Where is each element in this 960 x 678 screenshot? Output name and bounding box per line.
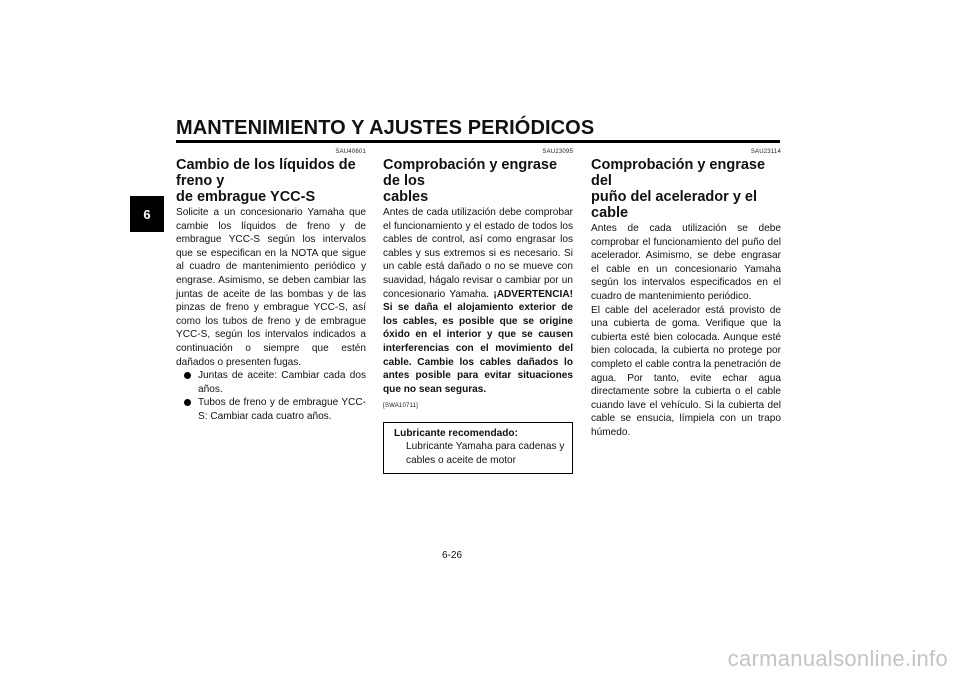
- warning-code: [SWA10711]: [383, 403, 419, 410]
- section-throttle-grip: [591, 148, 781, 440]
- bullet-icon: [184, 399, 191, 406]
- section-code: SAU23114: [750, 149, 781, 155]
- heading-line: de embrague YCC-S: [176, 189, 316, 205]
- list-item: [176, 396, 366, 423]
- section-paragraph: Solicite a un concesionario Yamaha que cambie los líquidos de freno y de embrague YCC-S según los intervalos que se especifican en la NOTA que sigue al cuadro de mantenimiento periódico y engrase. Asimismo, se deben cambiar las juntas de aceite de las bombas y de las pinzas de freno y embrague YCC-S, así como los tubos de freno y de embrague YCC-S, según los intervalos indicados a continuación o siempre que estén dañados o presenten fugas.: [176, 207, 366, 368]
- watermark: carmanualsonline.info: [727, 646, 948, 671]
- lubricant-title: Lubricante recomendado:: [394, 428, 518, 440]
- heading-line: cables: [383, 189, 429, 205]
- section-heading: [591, 157, 781, 221]
- list-item-text: Juntas de aceite: Cambiar cada dos años.: [198, 370, 366, 395]
- section-code: SAU23095: [542, 149, 573, 155]
- list-item-text: Tubos de freno y de embrague YCC-S: Cambiar cada cuatro años.: [198, 397, 366, 422]
- list-item: [176, 369, 366, 396]
- section-code: SAU40601: [335, 149, 366, 155]
- recommended-lubricant-box: [383, 422, 573, 474]
- section-cables: [383, 148, 573, 474]
- section-paragraph: Antes de cada utilización se debe comprobar el funcionamiento del puño del acelerador. Asimismo, se debe engrasar el cable en un concesionario Yamaha según los intervalos especificados en el cuadro de mantenimiento periódico.: [591, 223, 781, 302]
- paragraph-text: Antes de cada utilización debe comprobar el funcionamiento y el estado de todos los cables de control, así como engrasar los cables y sus extremos si es necesario. Si un cable está dañado o no se mueve con suavidad, hágalo revisar o cambiar por un concesionario Yamaha.: [383, 207, 573, 300]
- section-heading: [383, 157, 573, 205]
- bullet-list: [176, 369, 366, 423]
- lubricant-text: Lubricante Yamaha para cadenas y cables o aceite de motor: [406, 441, 565, 466]
- section-paragraph: El cable del acelerador está provisto de una cubierta de goma. Verifique que la cubierta esté bien colocada. Aunque esté bien colocada, la cubierta no protege por completo el cable contra la penetración de agua. Por tanto, evite echar agua directamente sobre la cubierta o el cable cuando lave el vehículo. Si la cubierta del cable se ensucia, límpiela con un trapo húmedo.: [591, 304, 781, 438]
- section-heading: [176, 157, 366, 205]
- section-paragraph: [383, 206, 573, 396]
- header-rule: [176, 140, 780, 143]
- section-brake-clutch-fluid: [176, 148, 366, 424]
- page-title: MANTENIMIENTO Y AJUSTES PERIÓDICOS: [176, 117, 595, 139]
- bullet-icon: [184, 372, 191, 379]
- heading-line: Cambio de los líquidos de freno y: [176, 157, 356, 189]
- warning-text: ¡ADVERTENCIA! Si se daña el alojamiento exterior de los cables, es posible que se origine óxido en el interior y que se causen interferencias con el movimiento del cable. Cambie los cables dañados lo antes posible para evitar situaciones que no sean seguras.: [383, 288, 573, 395]
- chapter-tab: 6: [130, 196, 164, 232]
- heading-line: Comprobación y engrase de los: [383, 157, 558, 189]
- page-number: 6-26: [442, 550, 463, 561]
- heading-line: puño del acelerador y el cable: [591, 189, 757, 221]
- heading-line: Comprobación y engrase del: [591, 157, 766, 189]
